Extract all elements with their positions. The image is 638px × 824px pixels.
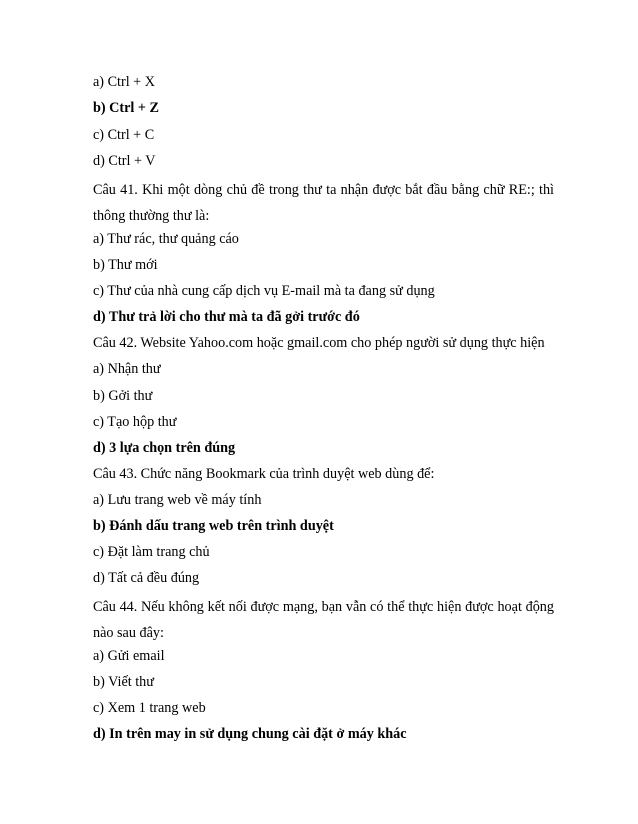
answer-a-q41: a) Thư rác, thư quảng cáo bbox=[93, 231, 239, 247]
answer-d-q42-correct: d) 3 lựa chọn trên đúng bbox=[93, 440, 236, 456]
answer-a-q42: a) Nhận thư bbox=[93, 361, 161, 377]
question-43: Câu 43. Chức năng Bookmark của trình duyệt web dùng để: bbox=[93, 466, 435, 482]
answer-b-q41: b) Thư mới bbox=[93, 257, 158, 273]
answer-c-q44: c) Xem 1 trang web bbox=[93, 700, 206, 716]
answer-d-q43: d) Tất cả đều đúng bbox=[93, 570, 200, 586]
answer-a-q43: a) Lưu trang web về máy tính bbox=[93, 492, 262, 508]
answer-d-q40: d) Ctrl + V bbox=[93, 153, 156, 169]
answer-b-q42: b) Gởi thư bbox=[93, 388, 153, 404]
question-44: Câu 44. Nếu không kết nối được mạng, bạn vẫn có thể thực hiện được hoạt động nào sau đây: bbox=[93, 599, 554, 641]
answer-c-q40: c) Ctrl + C bbox=[93, 127, 155, 143]
answer-a-q44: a) Gửi email bbox=[93, 648, 165, 664]
question-41: Câu 41. Khi một dòng chủ đề trong thư ta nhận được bắt đầu bằng chữ RE:; thì thông thường thư là: bbox=[93, 182, 554, 224]
answer-d-q44-correct: d) In trên may in sử dụng chung cài đặt ở máy khác bbox=[93, 726, 407, 742]
answer-a-q40: a) Ctrl + X bbox=[93, 74, 155, 90]
answer-c-q43: c) Đặt làm trang chủ bbox=[93, 544, 210, 560]
answer-b-q43-correct: b) Đánh dấu trang web trên trình duyệt bbox=[93, 518, 334, 534]
answer-d-q41-correct: d) Thư trả lời cho thư mà ta đã gởi trước đó bbox=[93, 309, 360, 325]
answer-c-q42: c) Tạo hộp thư bbox=[93, 414, 177, 430]
answer-b-q44: b) Viết thư bbox=[93, 674, 154, 690]
question-42: Câu 42. Website Yahoo.com hoặc gmail.com cho phép người sử dụng thực hiện bbox=[93, 335, 545, 351]
answer-c-q41: c) Thư của nhà cung cấp dịch vụ E-mail mà ta đang sử dụng bbox=[93, 283, 435, 299]
answer-b-q40-correct: b) Ctrl + Z bbox=[93, 100, 160, 116]
